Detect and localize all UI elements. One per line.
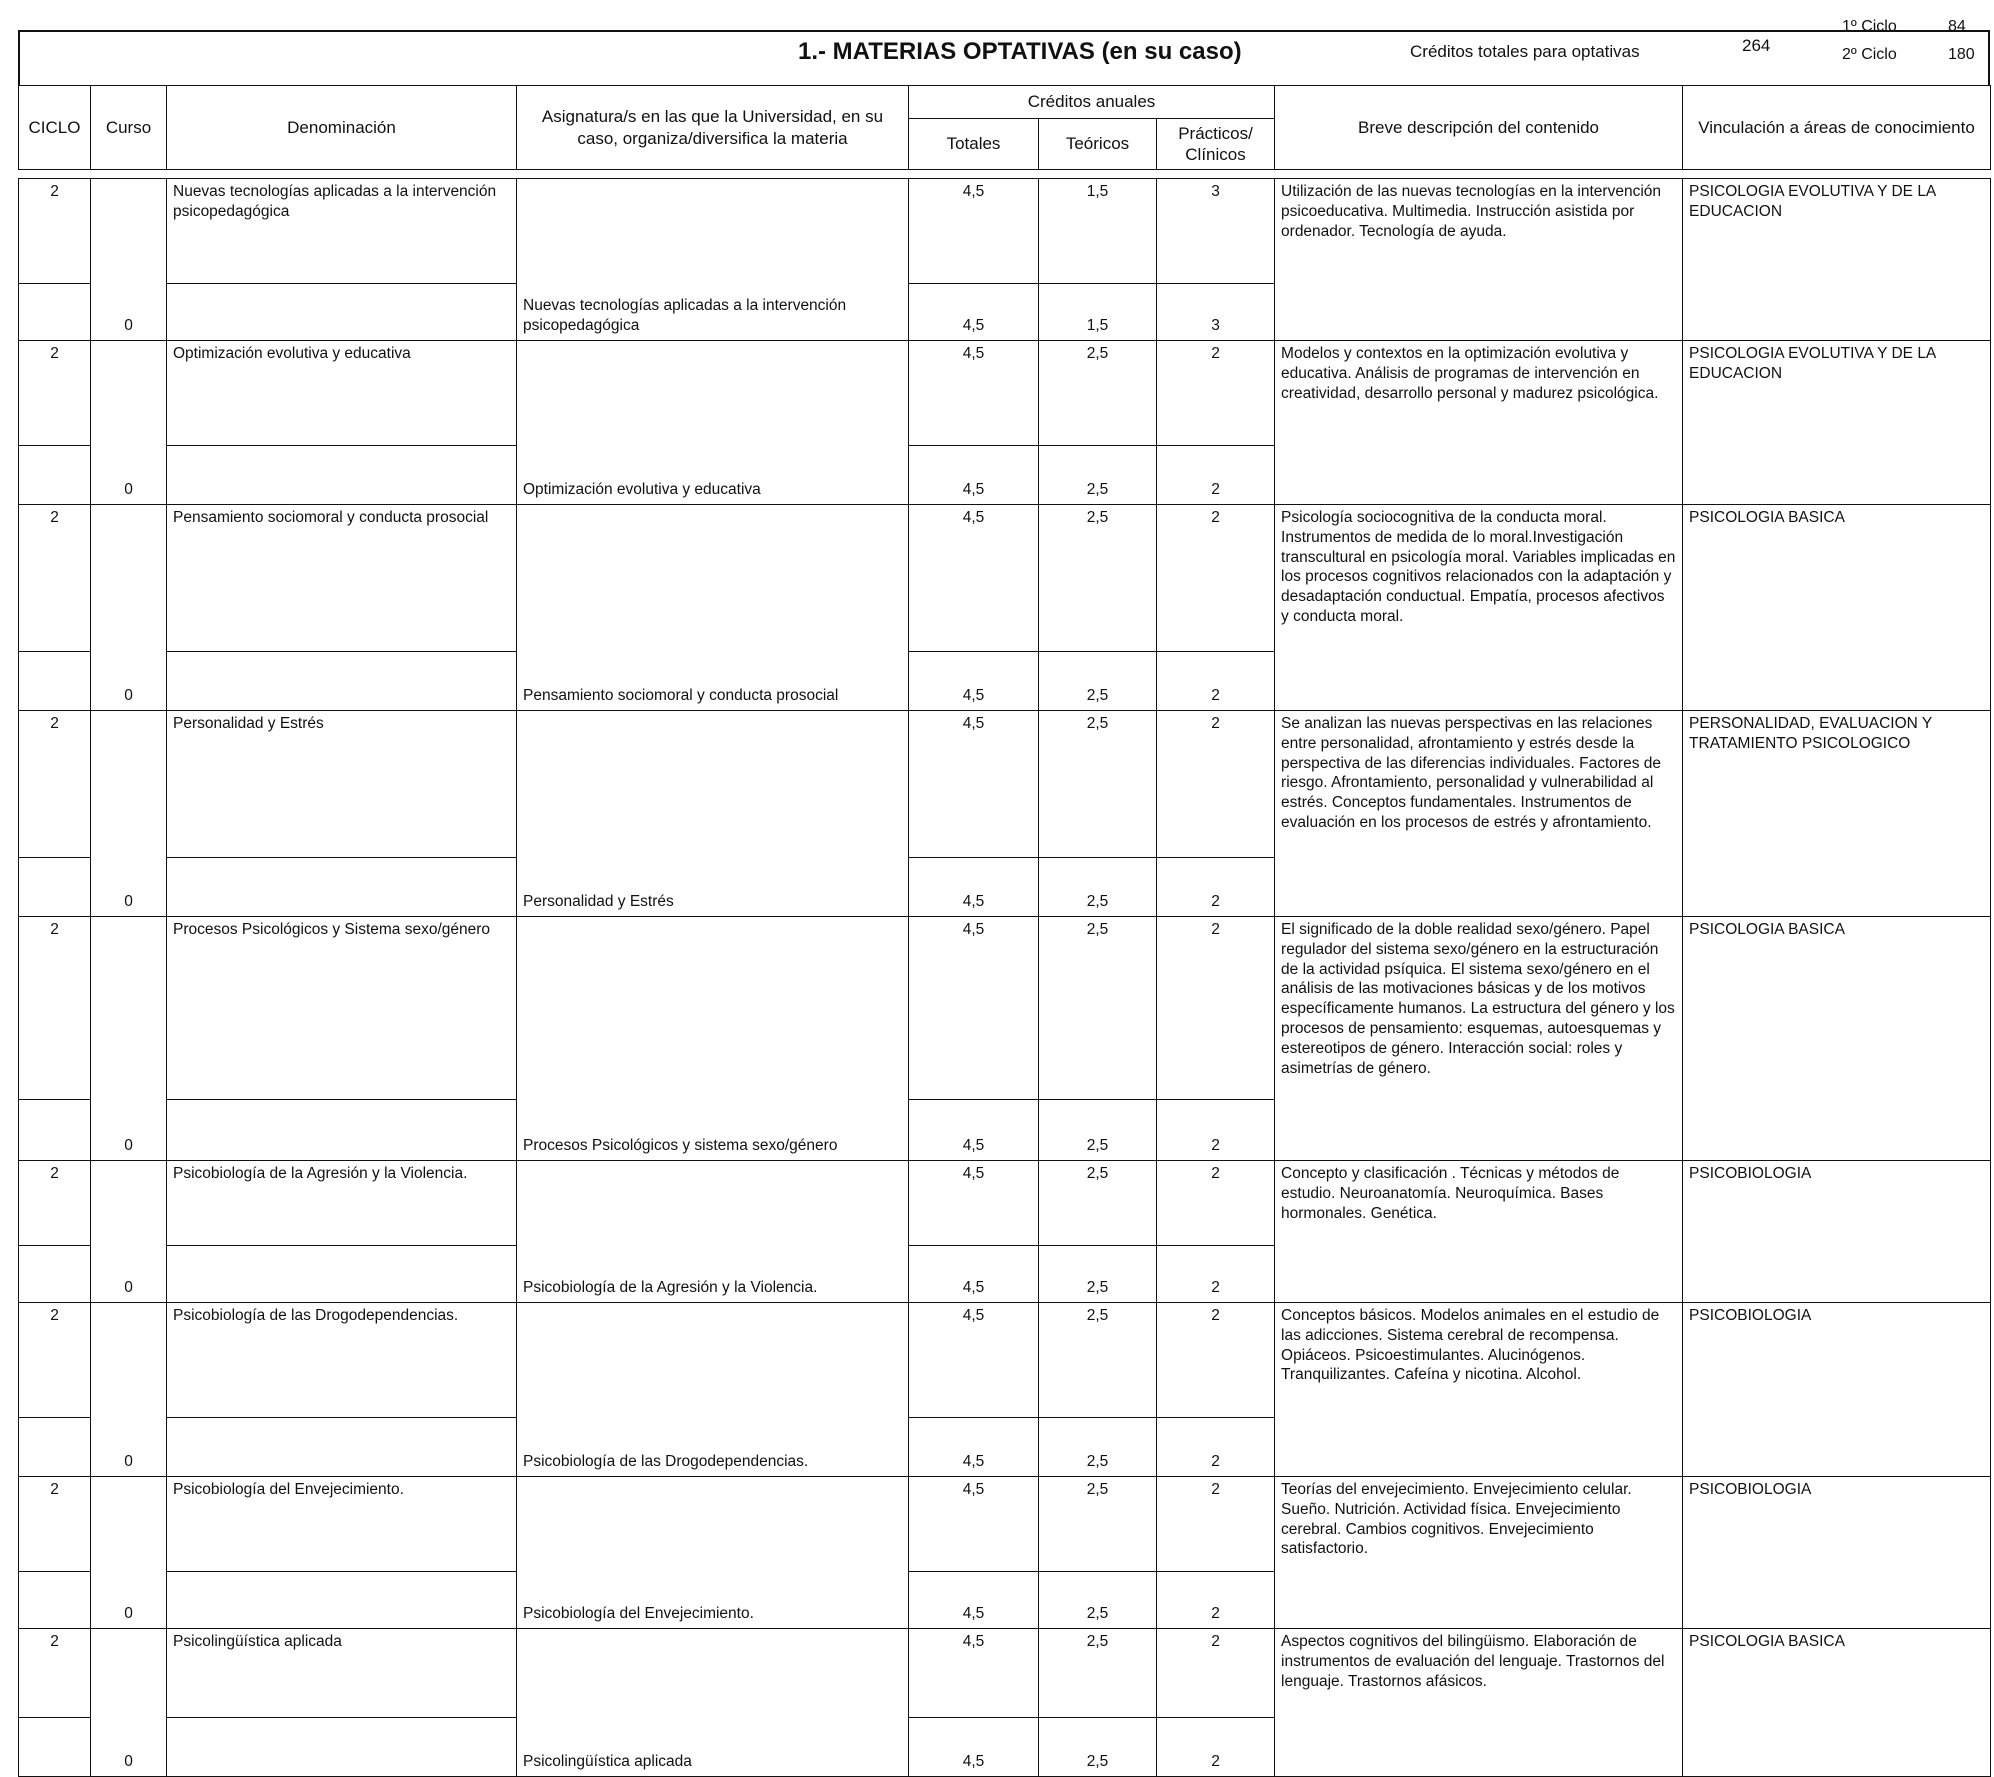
ciclo-cell: 2 <box>19 917 91 1100</box>
col-creditos: Créditos anuales <box>909 86 1275 119</box>
teoricos-cell: 2,5 <box>1039 1161 1157 1246</box>
practicos-cell: 2 <box>1157 1161 1275 1246</box>
descripcion-cell: Conceptos básicos. Modelos animales en el estudio de las adicciones. Sistema cerebral de recompensa. Opiáceos. Psicoestimulantes. Alucinógenos. Tranquilizantes. Cafeína y nicotina. Alcohol. <box>1275 1303 1683 1477</box>
asig-practicos-cell: 2 <box>1157 446 1275 505</box>
col-denominacion: Denominación <box>167 86 517 170</box>
denominacion-cell: Personalidad y Estrés <box>167 711 517 858</box>
total-credits-value: 264 <box>1742 36 1771 55</box>
asig-practicos-cell: 2 <box>1157 1572 1275 1629</box>
descripcion-cell: Concepto y clasificación . Técnicas y métodos de estudio. Neuroanatomía. Neuroquímica. Bases hormonales. Genética. <box>1275 1161 1683 1303</box>
denominacion-cell: Psicobiología de la Agresión y la Violencia. <box>167 1161 517 1246</box>
asig-totales-cell: 4,5 <box>909 858 1039 917</box>
col-descripcion: Breve descripción del contenido <box>1275 86 1683 170</box>
col-ciclo: CICLO <box>19 86 91 170</box>
asig-teoricos-cell: 2,5 <box>1039 1100 1157 1161</box>
ciclo-cell: 2 <box>19 1303 91 1418</box>
practicos-cell: 2 <box>1157 1477 1275 1572</box>
curso-cell: 0 <box>91 917 167 1161</box>
descripcion-cell: Aspectos cognitivos del bilingüismo. Elaboración de instrumentos de evaluación del lenguaje. Trastornos del lenguaje. Trastornos afásicos. <box>1275 1629 1683 1777</box>
denominacion-cell: Nuevas tecnologías aplicadas a la intervención psicopedagógica <box>167 179 517 284</box>
title-bar <box>18 18 1990 85</box>
asignatura-cell: Pensamiento sociomoral y conducta prosocial <box>517 505 909 711</box>
asignatura-cell: Optimización evolutiva y educativa <box>517 341 909 505</box>
area-cell: PSICOLOGIA BASICA <box>1683 1629 1991 1777</box>
teoricos-cell: 2,5 <box>1039 711 1157 858</box>
ciclo-cell-empty <box>19 1418 91 1477</box>
curso-cell: 0 <box>91 1303 167 1477</box>
asig-teoricos-cell: 2,5 <box>1039 446 1157 505</box>
ciclo-cell: 2 <box>19 1477 91 1572</box>
area-cell: PSICOLOGIA BASICA <box>1683 505 1991 711</box>
ciclo2-label: 2º Ciclo <box>1842 46 1897 63</box>
practicos-cell: 2 <box>1157 505 1275 652</box>
asig-teoricos-cell: 2,5 <box>1039 858 1157 917</box>
totales-cell: 4,5 <box>909 711 1039 858</box>
asignatura-cell: Procesos Psicológicos y sistema sexo/género <box>517 917 909 1161</box>
page-title: 1.- MATERIAS OPTATIVAS (en su caso) <box>798 38 1242 65</box>
area-cell: PSICOLOGIA BASICA <box>1683 917 1991 1161</box>
col-curso: Curso <box>91 86 167 170</box>
teoricos-cell: 2,5 <box>1039 1303 1157 1418</box>
ciclo-cell: 2 <box>19 711 91 858</box>
asig-totales-cell: 4,5 <box>909 446 1039 505</box>
col-teoricos: Teóricos <box>1039 119 1157 170</box>
denominacion-cell-empty <box>167 652 517 711</box>
materia-row <box>19 179 1991 284</box>
totales-cell: 4,5 <box>909 1303 1039 1418</box>
teoricos-cell: 2,5 <box>1039 505 1157 652</box>
descripcion-cell: Teorías del envejecimiento. Envejecimiento celular. Sueño. Nutrición. Actividad física. Envejecimiento cerebral. Cambios cognitivos. Envejecimiento satisfactorio. <box>1275 1477 1683 1629</box>
practicos-cell: 2 <box>1157 917 1275 1100</box>
totales-cell: 4,5 <box>909 505 1039 652</box>
asig-teoricos-cell: 2,5 <box>1039 652 1157 711</box>
denominacion-cell-empty <box>167 284 517 341</box>
descripcion-cell: El significado de la doble realidad sexo/género. Papel regulador del sistema sexo/género en la estructuración de la actividad psíquica. El sistema sexo/género en el análisis de las motivaciones básicas y de los motivos específicamente humanos. La estructura del género y los procesos de pensamiento: esquemas, autoesquemas y estereotipos de género. Interacción social: roles y asimetrías de género. <box>1275 917 1683 1161</box>
asig-teoricos-cell: 1,5 <box>1039 284 1157 341</box>
asignatura-cell: Psicobiología de la Agresión y la Violencia. <box>517 1161 909 1303</box>
denominacion-cell-empty <box>167 1100 517 1161</box>
total-credits-label: Créditos totales para optativas <box>1410 42 1640 61</box>
descripcion-cell: Se analizan las nuevas perspectivas en las relaciones entre personalidad, afrontamiento y estrés desde la perspectiva de las diferencias individuales. Factores de riesgo. Afrontamiento, personalidad y vulnerabilidad al estrés. Conceptos fundamentales. Instrumentos de evaluación en los procesos de estrés y afrontamiento. <box>1275 711 1683 917</box>
teoricos-cell: 1,5 <box>1039 179 1157 284</box>
ciclo-cell: 2 <box>19 1161 91 1246</box>
curso-cell: 0 <box>91 179 167 341</box>
teoricos-cell: 2,5 <box>1039 1477 1157 1572</box>
teoricos-cell: 2,5 <box>1039 1629 1157 1718</box>
totales-cell: 4,5 <box>909 341 1039 446</box>
asig-totales-cell: 4,5 <box>909 652 1039 711</box>
totales-cell: 4,5 <box>909 1629 1039 1718</box>
descripcion-cell: Utilización de las nuevas tecnologías en la intervención psicoeducativa. Multimedia. Instrucción asistida por ordenador. Tecnología de ayuda. <box>1275 179 1683 341</box>
asig-totales-cell: 4,5 <box>909 1718 1039 1777</box>
denominacion-cell-empty <box>167 1246 517 1303</box>
materia-row <box>19 1303 1991 1418</box>
table-header <box>19 86 1991 179</box>
ciclo-cell-empty <box>19 652 91 711</box>
ciclo2-value: 180 <box>1948 46 1975 63</box>
asignatura-cell: Personalidad y Estrés <box>517 711 909 917</box>
denominacion-cell-empty <box>167 1418 517 1477</box>
asig-totales-cell: 4,5 <box>909 284 1039 341</box>
teoricos-cell: 2,5 <box>1039 341 1157 446</box>
denominacion-cell: Pensamiento sociomoral y conducta prosocial <box>167 505 517 652</box>
materia-row <box>19 341 1991 446</box>
asig-teoricos-cell: 2,5 <box>1039 1246 1157 1303</box>
col-vinculacion: Vinculación a áreas de conocimiento <box>1683 86 1991 170</box>
practicos-cell: 2 <box>1157 341 1275 446</box>
asig-teoricos-cell: 2,5 <box>1039 1718 1157 1777</box>
col-totales: Totales <box>909 119 1039 170</box>
ciclo-cell-empty <box>19 858 91 917</box>
materia-row <box>19 1629 1991 1718</box>
asig-practicos-cell: 2 <box>1157 1418 1275 1477</box>
asig-totales-cell: 4,5 <box>909 1100 1039 1161</box>
practicos-cell: 2 <box>1157 1629 1275 1718</box>
col-asignatura: Asignatura/s en las que la Universidad, en su caso, organiza/diversifica la materia <box>517 86 909 170</box>
asignatura-cell: Nuevas tecnologías aplicadas a la intervención psicopedagógica <box>517 179 909 341</box>
ciclo-cell: 2 <box>19 341 91 446</box>
ciclo-cell-empty <box>19 446 91 505</box>
totales-cell: 4,5 <box>909 179 1039 284</box>
asig-practicos-cell: 2 <box>1157 652 1275 711</box>
ciclo-cell-empty <box>19 1100 91 1161</box>
table-body <box>19 179 1991 1777</box>
ciclo-cell-empty <box>19 284 91 341</box>
curso-cell: 0 <box>91 341 167 505</box>
asig-totales-cell: 4,5 <box>909 1572 1039 1629</box>
asignatura-cell: Psicolingüística aplicada <box>517 1629 909 1777</box>
asig-practicos-cell: 2 <box>1157 858 1275 917</box>
asig-totales-cell: 4,5 <box>909 1246 1039 1303</box>
totales-cell: 4,5 <box>909 1161 1039 1246</box>
curso-cell: 0 <box>91 1477 167 1629</box>
asig-practicos-cell: 2 <box>1157 1246 1275 1303</box>
asig-teoricos-cell: 2,5 <box>1039 1418 1157 1477</box>
practicos-cell: 2 <box>1157 1303 1275 1418</box>
area-cell: PSICOLOGIA EVOLUTIVA Y DE LA EDUCACION <box>1683 179 1991 341</box>
ciclo-cell-empty <box>19 1246 91 1303</box>
asignatura-cell: Psicobiología de las Drogodependencias. <box>517 1303 909 1477</box>
curso-cell: 0 <box>91 711 167 917</box>
denominacion-cell: Optimización evolutiva y educativa <box>167 341 517 446</box>
area-cell: PSICOBIOLOGIA <box>1683 1161 1991 1303</box>
asig-practicos-cell: 2 <box>1157 1100 1275 1161</box>
denominacion-cell: Psicobiología de las Drogodependencias. <box>167 1303 517 1418</box>
ciclo-cell: 2 <box>19 179 91 284</box>
totales-cell: 4,5 <box>909 917 1039 1100</box>
document-sheet <box>18 18 1990 1777</box>
curso-cell: 0 <box>91 1629 167 1777</box>
optativas-table <box>18 85 1991 1777</box>
totales-cell: 4,5 <box>909 1477 1039 1572</box>
materia-row <box>19 505 1991 652</box>
ciclo-cell-empty <box>19 1718 91 1777</box>
denominacion-cell: Procesos Psicológicos y Sistema sexo/género <box>167 917 517 1100</box>
curso-cell: 0 <box>91 505 167 711</box>
materia-row <box>19 917 1991 1100</box>
ciclo-cell-empty <box>19 1572 91 1629</box>
ciclo1-value: 84 <box>1948 18 1966 35</box>
teoricos-cell: 2,5 <box>1039 917 1157 1100</box>
asig-practicos-cell: 2 <box>1157 1718 1275 1777</box>
descripcion-cell: Psicología sociocognitiva de la conducta moral. Instrumentos de medida de lo moral.Investigación transcultural en psicología moral. Variables implicadas en los procesos cognitivos relacionados con la adaptación y desadaptación conductual. Empatía, procesos afectivos y conducta moral. <box>1275 505 1683 711</box>
asig-practicos-cell: 3 <box>1157 284 1275 341</box>
denominacion-cell-empty <box>167 1572 517 1629</box>
denominacion-cell-empty <box>167 446 517 505</box>
asig-totales-cell: 4,5 <box>909 1418 1039 1477</box>
ciclo1-label: 1º Ciclo <box>1842 18 1897 35</box>
area-cell: PSICOLOGIA EVOLUTIVA Y DE LA EDUCACION <box>1683 341 1991 505</box>
area-cell: PERSONALIDAD, EVALUACION Y TRATAMIENTO PSICOLOGICO <box>1683 711 1991 917</box>
practicos-cell: 2 <box>1157 711 1275 858</box>
col-practicos: Prácticos/ Clínicos <box>1157 119 1275 170</box>
ciclo-cell: 2 <box>19 505 91 652</box>
practicos-cell: 3 <box>1157 179 1275 284</box>
materia-row <box>19 711 1991 858</box>
denominacion-cell: Psicobiología del Envejecimiento. <box>167 1477 517 1572</box>
area-cell: PSICOBIOLOGIA <box>1683 1477 1991 1629</box>
ciclo-cell: 2 <box>19 1629 91 1718</box>
denominacion-cell-empty <box>167 858 517 917</box>
denominacion-cell-empty <box>167 1718 517 1777</box>
asignatura-cell: Psicobiología del Envejecimiento. <box>517 1477 909 1629</box>
asig-teoricos-cell: 2,5 <box>1039 1572 1157 1629</box>
materia-row <box>19 1477 1991 1572</box>
curso-cell: 0 <box>91 1161 167 1303</box>
area-cell: PSICOBIOLOGIA <box>1683 1303 1991 1477</box>
descripcion-cell: Modelos y contextos en la optimización evolutiva y educativa. Análisis de programas de intervención en creatividad, desarrollo personal y madurez psicológica. <box>1275 341 1683 505</box>
header-gap <box>19 170 1991 179</box>
materia-row <box>19 1161 1991 1246</box>
denominacion-cell: Psicolingüística aplicada <box>167 1629 517 1718</box>
